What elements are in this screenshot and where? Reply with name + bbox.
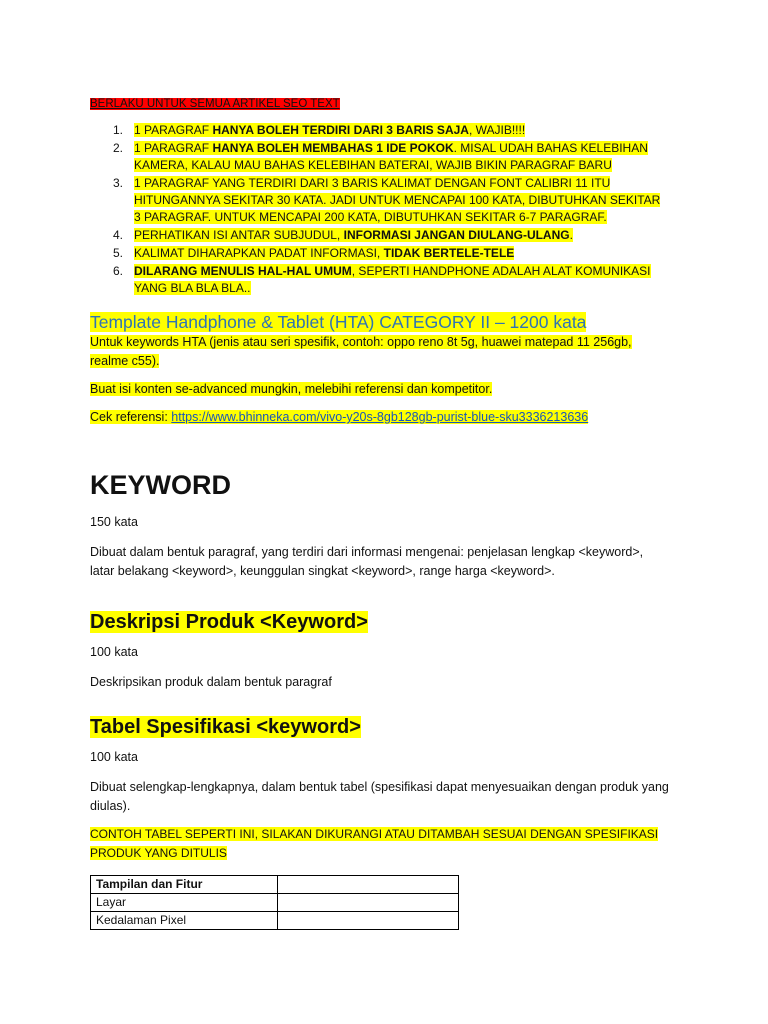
- reference-label: Cek referensi:: [90, 410, 172, 424]
- tabel-heading: Tabel Spesifikasi <keyword>: [90, 716, 361, 738]
- notice-block: [90, 94, 670, 112]
- rule-text-part: .: [569, 228, 573, 242]
- rule-text: [134, 228, 573, 242]
- spec-table: [90, 875, 459, 930]
- spec-table-row: [91, 912, 459, 930]
- keyword-heading: KEYWORD: [90, 470, 231, 500]
- rule-number: 6.: [113, 264, 124, 278]
- table-example-note: CONTOH TABEL SEPERTI INI, SILAKAN DIKURANGI ATAU DITAMBAH SESUAI DENGAN SPESIFIKASI PRODUK YANG DITULIS: [90, 827, 659, 860]
- template-title: Template Handphone & Tablet (HTA) CATEGORY II – 1200 kata: [90, 312, 587, 332]
- rule-text-part: KALIMAT DIHARAPKAN PADAT INFORMASI,: [134, 246, 384, 260]
- rule-text-bold: INFORMASI JANGAN DIULANG-ULANG: [343, 228, 570, 242]
- rule-text-bold: HANYA BOLEH MEMBAHAS 1 IDE POKOK: [212, 141, 454, 155]
- rules-list: [90, 122, 670, 297]
- deskripsi-description: Deskripsikan produk dalam bentuk paragraf: [90, 675, 332, 689]
- rule-number: 4.: [113, 228, 124, 242]
- spec-value-cell: [278, 912, 459, 930]
- rule-item: [113, 245, 670, 262]
- spec-table-row: [91, 876, 459, 894]
- rule-text-bold: DILARANG MENULIS HAL-HAL UMUM: [134, 264, 352, 278]
- spec-value-cell: [278, 894, 459, 912]
- spec-label-cell: Kedalaman Pixel: [91, 912, 278, 930]
- spec-label-cell: Layar: [91, 894, 278, 912]
- rule-item: [113, 263, 670, 297]
- rule-number: 2.: [113, 141, 124, 155]
- notice-title: BERLAKU UNTUK SEMUA ARTIKEL SEO TEXT: [90, 98, 340, 110]
- rule-text-part: 1 PARAGRAF YANG TERDIRI DARI 3 BARIS KALIMAT DENGAN FONT CALIBRI 11 ITU HITUNGANNYA SEKITAR 30 KATA. JADI UNTUK MENCAPAI 100 KATA, DIBUTUHKAN SEKITAR 3 PARAGRAF. UNTUK MENCAPAI 200 KATA, DIBUTUHKAN SEKITAR 6-7 PARAGRAF.: [134, 176, 661, 224]
- rule-text-part: , SEPERTI HANDPHONE ADALAH ALAT KOMUNIKASI YANG BLA BLA BLA..: [134, 264, 651, 295]
- rule-text-part: 1 PARAGRAF: [134, 141, 213, 155]
- content-note: Buat isi konten se-advanced mungkin, melebihi referensi dan kompetitor.: [90, 382, 493, 396]
- rule-text-part: PERHATIKAN ISI ANTAR SUBJUDUL,: [134, 228, 344, 242]
- rule-item: [113, 227, 670, 244]
- spec-label-cell: Tampilan dan Fitur: [91, 876, 278, 894]
- rule-item: [113, 122, 670, 139]
- tabel-description: Dibuat selengkap-lengkapnya, dalam bentuk tabel (spesifikasi dapat menyesuaikan dengan produk yang diulas).: [90, 780, 669, 813]
- reference-line: [90, 408, 670, 427]
- rule-number: 3.: [113, 176, 124, 190]
- rule-text: [134, 141, 648, 172]
- reference-link[interactable]: https://www.bhinneka.com/vivo-y20s-8gb128gb-purist-blue-sku3336213636: [171, 410, 589, 424]
- rule-text-part: , WAJIB!!!!: [468, 123, 526, 137]
- spec-value-cell: [278, 876, 459, 894]
- document-content: [90, 94, 670, 930]
- rule-text-bold: TIDAK BERTELE-TELE: [383, 246, 515, 260]
- spec-table-row: [91, 894, 459, 912]
- rule-text: [134, 246, 514, 260]
- rule-number: 5.: [113, 246, 124, 260]
- rule-text-part: 1 PARAGRAF: [134, 123, 213, 137]
- rule-text: [134, 264, 651, 295]
- rule-number: 1.: [113, 123, 124, 137]
- keyword-word-count: 150 kata: [90, 515, 138, 529]
- rule-text: [134, 123, 525, 137]
- rule-item: [113, 140, 670, 174]
- tabel-word-count: 100 kata: [90, 750, 138, 764]
- rule-item: [113, 175, 670, 226]
- deskripsi-word-count: 100 kata: [90, 645, 138, 659]
- rule-text: [134, 176, 660, 224]
- rule-text-part: . MISAL UDAH BAHAS KELEBIHAN KAMERA, KALAU MAU BAHAS KELEBIHAN BATERAI, WAJIB BIKIN PARAGRAF BARU: [134, 141, 648, 172]
- keyword-description: Dibuat dalam bentuk paragraf, yang terdiri dari informasi mengenai: penjelasan lengkap <keyword>, latar belakang <keyword>, keunggulan singkat <keyword>, range harga <keyword>.: [90, 545, 644, 578]
- deskripsi-heading: Deskripsi Produk <Keyword>: [90, 611, 368, 633]
- keywords-note: Untuk keywords HTA (jenis atau seri spesifik, contoh: oppo reno 8t 5g, huawei matepad 11 256gb, realme c55).: [90, 335, 632, 368]
- rule-text-bold: HANYA BOLEH TERDIRI DARI 3 BARIS SAJA: [212, 123, 469, 137]
